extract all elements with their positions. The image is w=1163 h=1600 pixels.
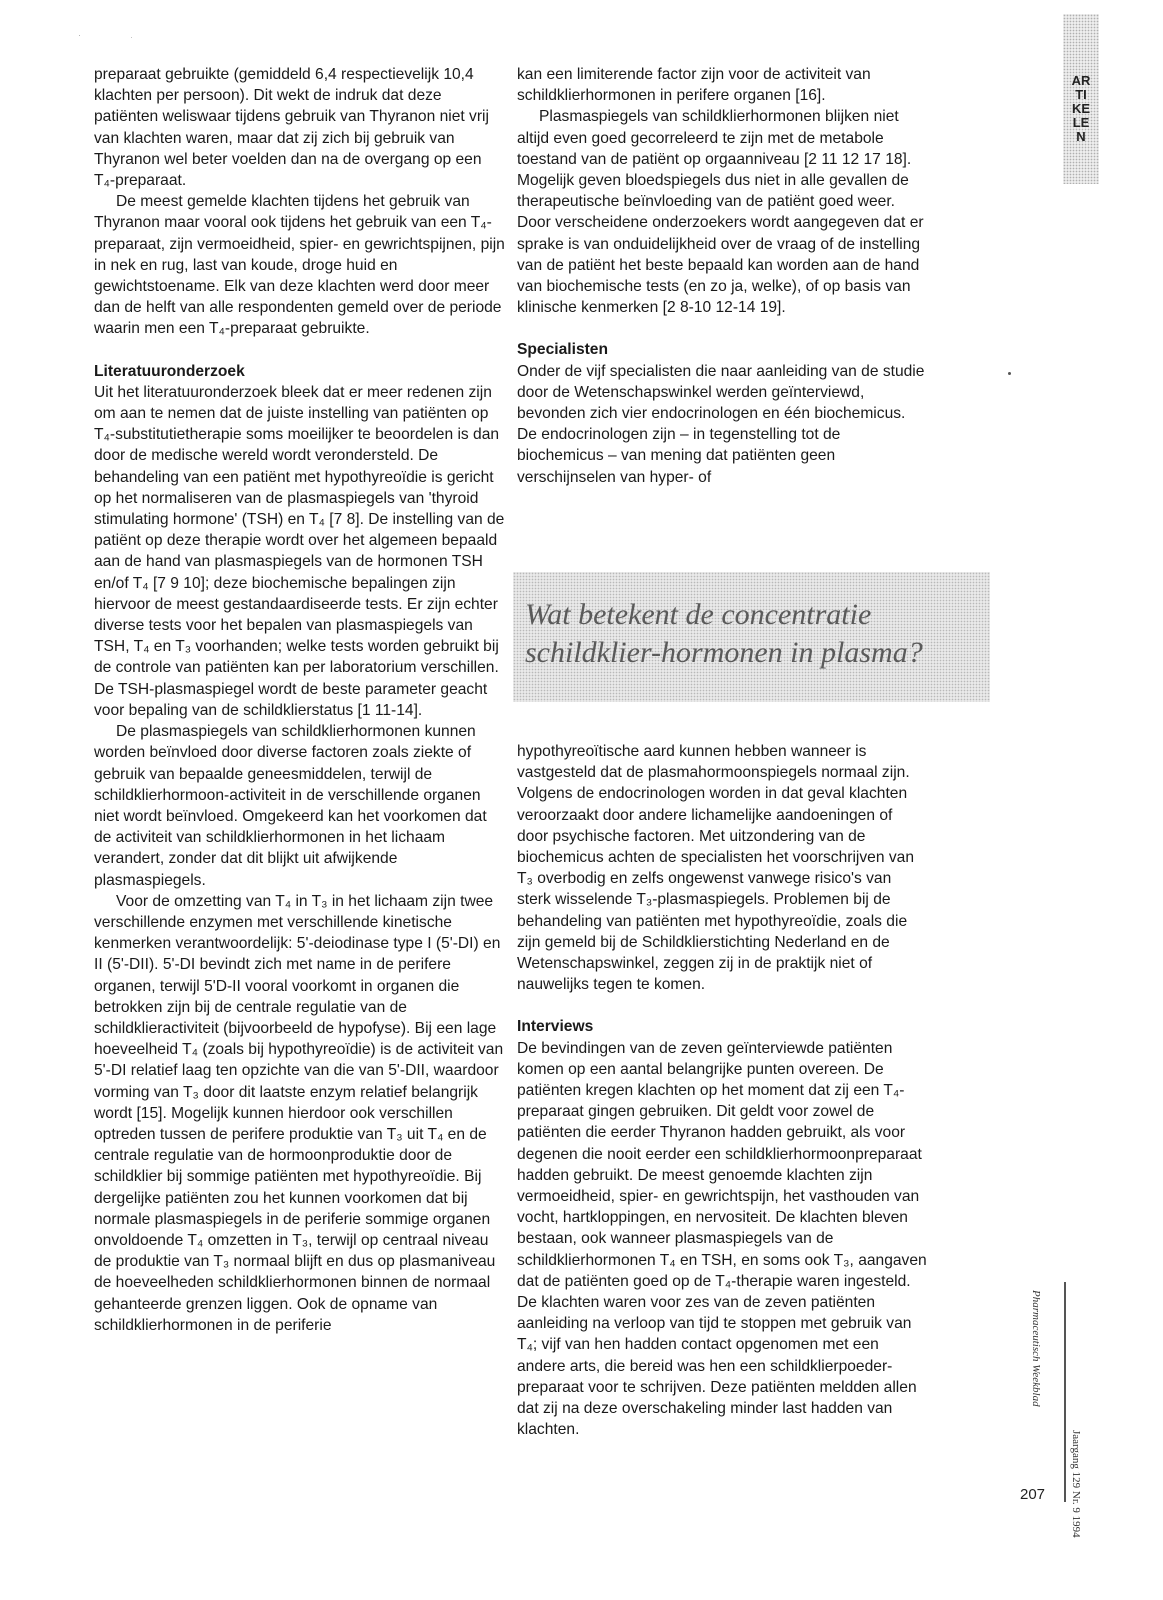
paragraph: Voor de omzetting van T₄ in T₃ in het lichaam zijn twee verschillende enzymen met verschillende kinetische kenmerken verantwoordelijk: 5'-deiodinase type I (5'-DI) en II (5'-DII). 5'-DI bevindt zich met name in de perifere organen, terwijl 5'D-II vooral voorkomt in organen die betrokken zijn bij de centrale regulatie van de schildklieractiviteit (bijvoorbeeld de hypofyse). Bij een lage hoeveelheid T₄ (zoals bij hypothyreoïdie) is de activiteit van 5'-DI relatief laag ten opzichte van die van 5'-DII, waardoor vorming van T₃ door dit laatste enzym relatief belangrijk wordt [15]. Mogelijk kunnen hierdoor ook verschillen optreden tussen de perifere produktie van T₃ uit T₄ en de centrale regulatie van de hormoonproduktie door de schildklier bij sommige patiënten met hypothyreoïdie. Bij dergelijke patiënten zou het kunnen voorkomen dat bij normale plasmaspiegels in de periferie sommige organen onvoldoende T₄ omzetten in T₃, terwijl op centraal niveau de produktie van T₃ normaal blijft en dus op plasmaniveau de hoeveelheden schildklierhormonen binnen de normaal gehanteerde grenzen liggen. Ook de opname van schildklierhormonen in de periferie (94, 892, 504, 1334)
paragraph: hypothyreoïtische aard kunnen hebben wanneer is vastgesteld dat de plasmahormoonspiegels normaal zijn. Volgens de endocrinologen worden in dat geval klachten veroorzaakt door andere lichamelijke aandoeningen of door psychische factoren. Met uitzondering van de biochemicus achten de specialisten het voorschrijven van T₃ overbodig en zelfs ongewenst vanwege risico's van sterk wisselende T₃-plasmaspiegels. Problemen bij de behandeling van patiënten met hypothyreoïdie, zoals die zijn gemeld bij de Schildklierstichting Nederland en de Wetenschapswinkel, zeggen zij in de praktijk niet of nauwelijks tegen te komen. (517, 743, 914, 994)
section-tab (1063, 14, 1099, 184)
paragraph: kan een limiterende factor zijn voor de activiteit van schildklierhormonen in perifere organen [16]. (517, 66, 871, 105)
left-column (94, 64, 506, 1336)
pull-quote: Wat betekent de concentratie schildklier-hormonen in plasma? (525, 598, 923, 669)
paragraph: De meest gemelde klachten tijdens het gebruik van Thyranon maar vooral ook tijdens het gebruik van een T₄-preparaat, zijn vermoeidheid, spier- en gewrichtspijnen, pijn in nek en rug, last van koude, droge huid en gewichtstoename. Elk van deze klachten werd door meer dan de helft van alle respondenten gemeld over de periode waarin men een T₄-preparaat gebruikte. (94, 193, 505, 338)
right-column-upper (517, 64, 927, 488)
paragraph: Onder de vijf specialisten die naar aanleiding van de studie door de Wetenschapswinkel werden geïnterviewd, bevonden zich vier endocrinologen en één biochemicus. De endocrinologen zijn – in tegenstelling tot de biochemicus – van mening dat patiënten geen verschijnselen van hyper- of (517, 362, 925, 486)
page-number: 207 (1020, 1486, 1046, 1503)
paragraph: Uit het literatuuronderzoek bleek dat er meer redenen zijn om aan te nemen dat de juiste instelling van patiënten op T₄-substitutietherapie soms moeilijker te beoordelen is dan door de medische wereld wordt verondersteld. De behandeling van een patiënt met hypothyreoïdie is gericht op het normaliseren van de plasmaspiegels van 'thyroid stimulating hormone' (TSH) en T₄ [7 8]. De instelling van de patiënt op deze therapie wordt over het algemeen bepaald aan de hand van plasmaspiegels van de hormonen TSH en/of T₄ [7 9 10]; deze biochemische bepalingen zijn hiervoor de meest gestandaardiseerde tests. Er zijn echter diverse tests voor het bepalen van plasmaspiegels van TSH, T₄ en T₃ voorhanden; welke tests worden gebruikt bij de controle van patiënten kan per laboratorium verschillen. De TSH-plasmaspiegel wordt de beste parameter geacht voor bepaling van de schildklierstatus [1 11-14]. (94, 383, 505, 719)
scan-dot (1008, 372, 1011, 375)
section-heading: Literatuuronderzoek (94, 362, 245, 380)
volume-info: Jaargang 129 Nr. 9 1994 (1070, 1430, 1082, 1538)
journal-name: Pharmaceutisch Weekblad (1030, 1290, 1042, 1407)
section-heading: Interviews (517, 1018, 594, 1036)
paragraph: De plasmaspiegels van schildklierhormonen kunnen worden beïnvloed door diverse factoren zoals ziekte of gebruik van bepaalde geneesmiddelen, terwijl de schildklierhormoon-activiteit in de verschillende organen niet wordt beïnvloed. Omgekeerd kan het voorkomen dat de activiteit van schildklierhormonen in het lichaam verandert, zonder dat dit blijkt uit afwijkende plasmaspiegels. (94, 723, 487, 889)
paragraph: De bevindingen van de zeven geïnterviewde patiënten komen op een aantal belangrijke punten overeen. De patiënten kregen klachten op het moment dat zij een T₄-preparaat gingen gebruiken. Dit geldt voor zowel de patiënten die eerder Thyranon hadden gebruikt, als voor degenen die nooit eerder een schildklierhormoonpreparaat hadden gebruikt. De meest genoemde klachten zijn vermoeidheid, spier- en gewrichtspijn, het vasthouden van vocht, hartkloppingen, en nervositeit. De klachten bleven bestaan, ook wanneer plasmaspiegels van de schildklierhormonen T₄ en TSH, en soms ook T₃, aangaven dat de patiënten goed op de T₄-therapie waren ingesteld. De klachten waren voor zes van de zeven patiënten aanleiding na verloop van tijd te stoppen met gebruik van T₄; vijf van hen hadden contact opgenomen met een andere arts, die bereid was hen een schildklierpoeder-preparaat voor te schrijven. Deze patiënten meldden allen dat zij na deze overschakeling minder last hadden van klachten. (517, 1039, 927, 1439)
section-tab-label: ARTIKELEN (1071, 73, 1091, 144)
section-heading: Specialisten (517, 341, 609, 359)
scan-mark: · (130, 32, 133, 42)
paragraph: preparaat gebruikte (gemiddeld 6,4 respectievelijk 10,4 klachten per persoon). Dit wekt de indruk dat deze patiënten weliswaar tijdens gebruik van Thyranon niet vrij van klachten waren, maar dat zij zich bij gebruik van Thyranon wel beter voelden dan na de overgang op een T₄-preparaat. (94, 66, 489, 190)
pull-quote-box (513, 572, 990, 702)
scan-mark: · (78, 30, 81, 40)
paragraph: Plasmaspiegels van schildklierhormonen blijken niet altijd even goed gecorreleerd te zijn met de metabole toestand van de patiënt op orgaanniveau [2 11 12 17 18]. Mogelijk geven bloedspiegels dus niet in alle gevallen de therapeutische beïnvloeding van de patiënt goed weer. Door verscheidene onderzoekers wordt aangegeven dat er sprake is van onduidelijkheid over de vraag of de instelling van de patiënt het beste bepaald kan worden aan de hand van biochemische tests (en zo ja, welke), of op basis van klinische kenmerken [2 8-10 12-14 19]. (517, 108, 924, 317)
margin-rule (1064, 1282, 1066, 1502)
right-column-lower (517, 741, 927, 1441)
